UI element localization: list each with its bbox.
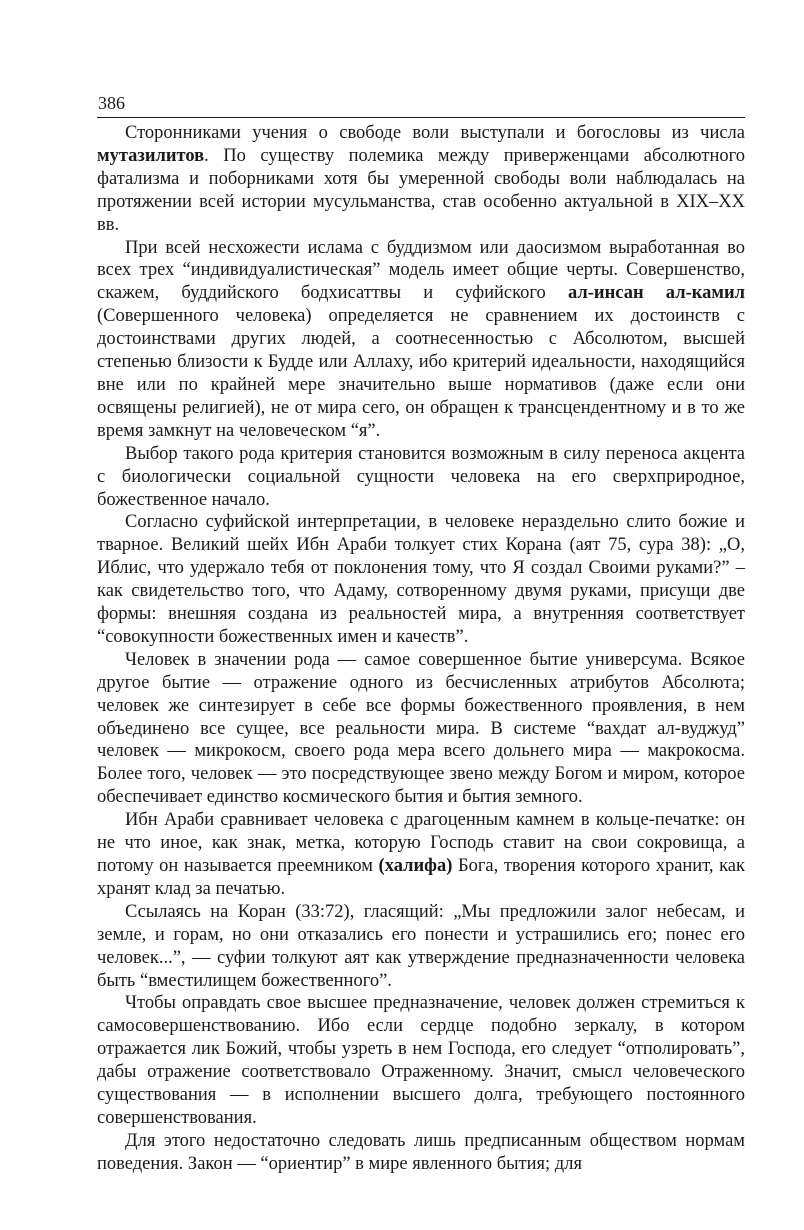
text-run: Сторонниками учения о свободе воли выступали и богословы из числа — [125, 123, 745, 143]
text-run: Чтобы оправдать свое высшее предназначение, человек должен стремиться к самосовершенствованию. Ибо если сердце подобно зеркалу, в котором отражается лик Божий, чтобы узреть в нем Господа, его следует “отполировать”, дабы отражение соответствовало Отраженному. Значит, смысл человеческого существования — в исполнении высшего долга, требующего постоянного совершенствования. — [97, 993, 745, 1128]
running-header — [97, 94, 745, 116]
text-run: Ссылаясь на Коран (33:72), гласящий: „Мы предложили залог небесам, и земле, и горам, но они отказались его понести и устрашились его; понес его человек...”, — суфии толкуют аят как утверждение предназначенности человека быть “вместилищем божественного”. — [97, 901, 745, 991]
book-page — [97, 93, 746, 1174]
text-run: (Совершенного человека) определяется не сравнением их достоинств с достоинствами других людей, а соотнесенностью с Абсолютом, высшей степенью близости к Будде или Аллаху, ибо критерий идеальности, находящийся вне или по крайней мере значительно выше нормативов (даже если они освящены религией), не от мира сего, он обращен к трансцендентному и в то же время замкнут на человеческом “я”. — [97, 306, 745, 441]
paragraph — [97, 511, 745, 648]
paragraph — [97, 237, 745, 443]
text-run: Согласно суфийской интерпретации, в человеке нераздельно слито божие и тварное. Великий шейх Ибн Араби толкует стих Корана (аят 75, сура 38): „О, Иблис, что удержало тебя от поклонения тому, что Я создал Своими руками?” – как свидетельство того, что Адаму, сотворенному двумя руками, присущи две формы: внешняя создана из реальностей мира, а внутренняя соответствует “совокупности божественных имен и качеств”. — [97, 512, 745, 647]
body-text — [97, 122, 745, 1176]
text-run: Человек в значении рода — самое совершенное бытие универсума. Всякое другое бытие — отражение одного из бесчисленных атрибутов Абсолюта; человек же синтезирует в себе все формы божественного проявления, в нем объединено все сущее, все реальности мира. В системе “вахдат ал-вуджуд” человек — микрокосм, своего рода мера всего дольнего мира — макрокосма. Более того, человек — это посредствующее звено между Богом и миром, которое обеспечивает единство космического бытия и бытия земного. — [97, 649, 745, 808]
text-run: При всей несхожести ислама с буддизмом или даосизмом выработанная во всех трех “индивидуалистическая” модель имеет общие черты. Совершенство, скажем, буддийского бодхисаттвы и суфийского — [97, 237, 745, 304]
text-run: Для этого недостаточно следовать лишь предписанным обществом нормам поведения. Закон — “ориентир” в мире явленного бытия; для — [97, 1130, 745, 1174]
text-run: Ибн Араби сравнивает человека с драгоценным камнем в кольце-печатке: он не что иное, как знак, метка, которую Господь ставит на свои сокровища, а потому он называется преемником — [97, 810, 745, 876]
text-run: Бога, творения которого хранит, как хранят клад за печатью. — [97, 856, 745, 899]
bold-term: мутазилитов — [97, 145, 205, 166]
paragraph — [97, 122, 745, 237]
paragraph — [97, 992, 745, 1129]
paragraph — [97, 649, 745, 809]
paragraph — [97, 901, 745, 993]
page-number: 386 — [98, 93, 125, 113]
text-run: Выбор такого рода критерия становится возможным в силу переноса акцента с биологически социальной сущности человека на его сверхприродное, божественное начало. — [97, 443, 745, 510]
paragraph — [97, 443, 745, 512]
paragraph — [97, 809, 745, 901]
header-rule — [97, 117, 745, 118]
text-run: . По существу полемика между приверженцами абсолютного фатализма и поборниками хотя бы умеренной свободы воли наблюдалась на протяжении всей истории мусульманства, став особенно актуальной в XIX–XX вв. — [97, 145, 745, 235]
paragraph — [97, 1130, 745, 1176]
bold-term: ал-инсан ал-камил — [567, 283, 746, 304]
bold-term: (халифа) — [378, 856, 453, 876]
